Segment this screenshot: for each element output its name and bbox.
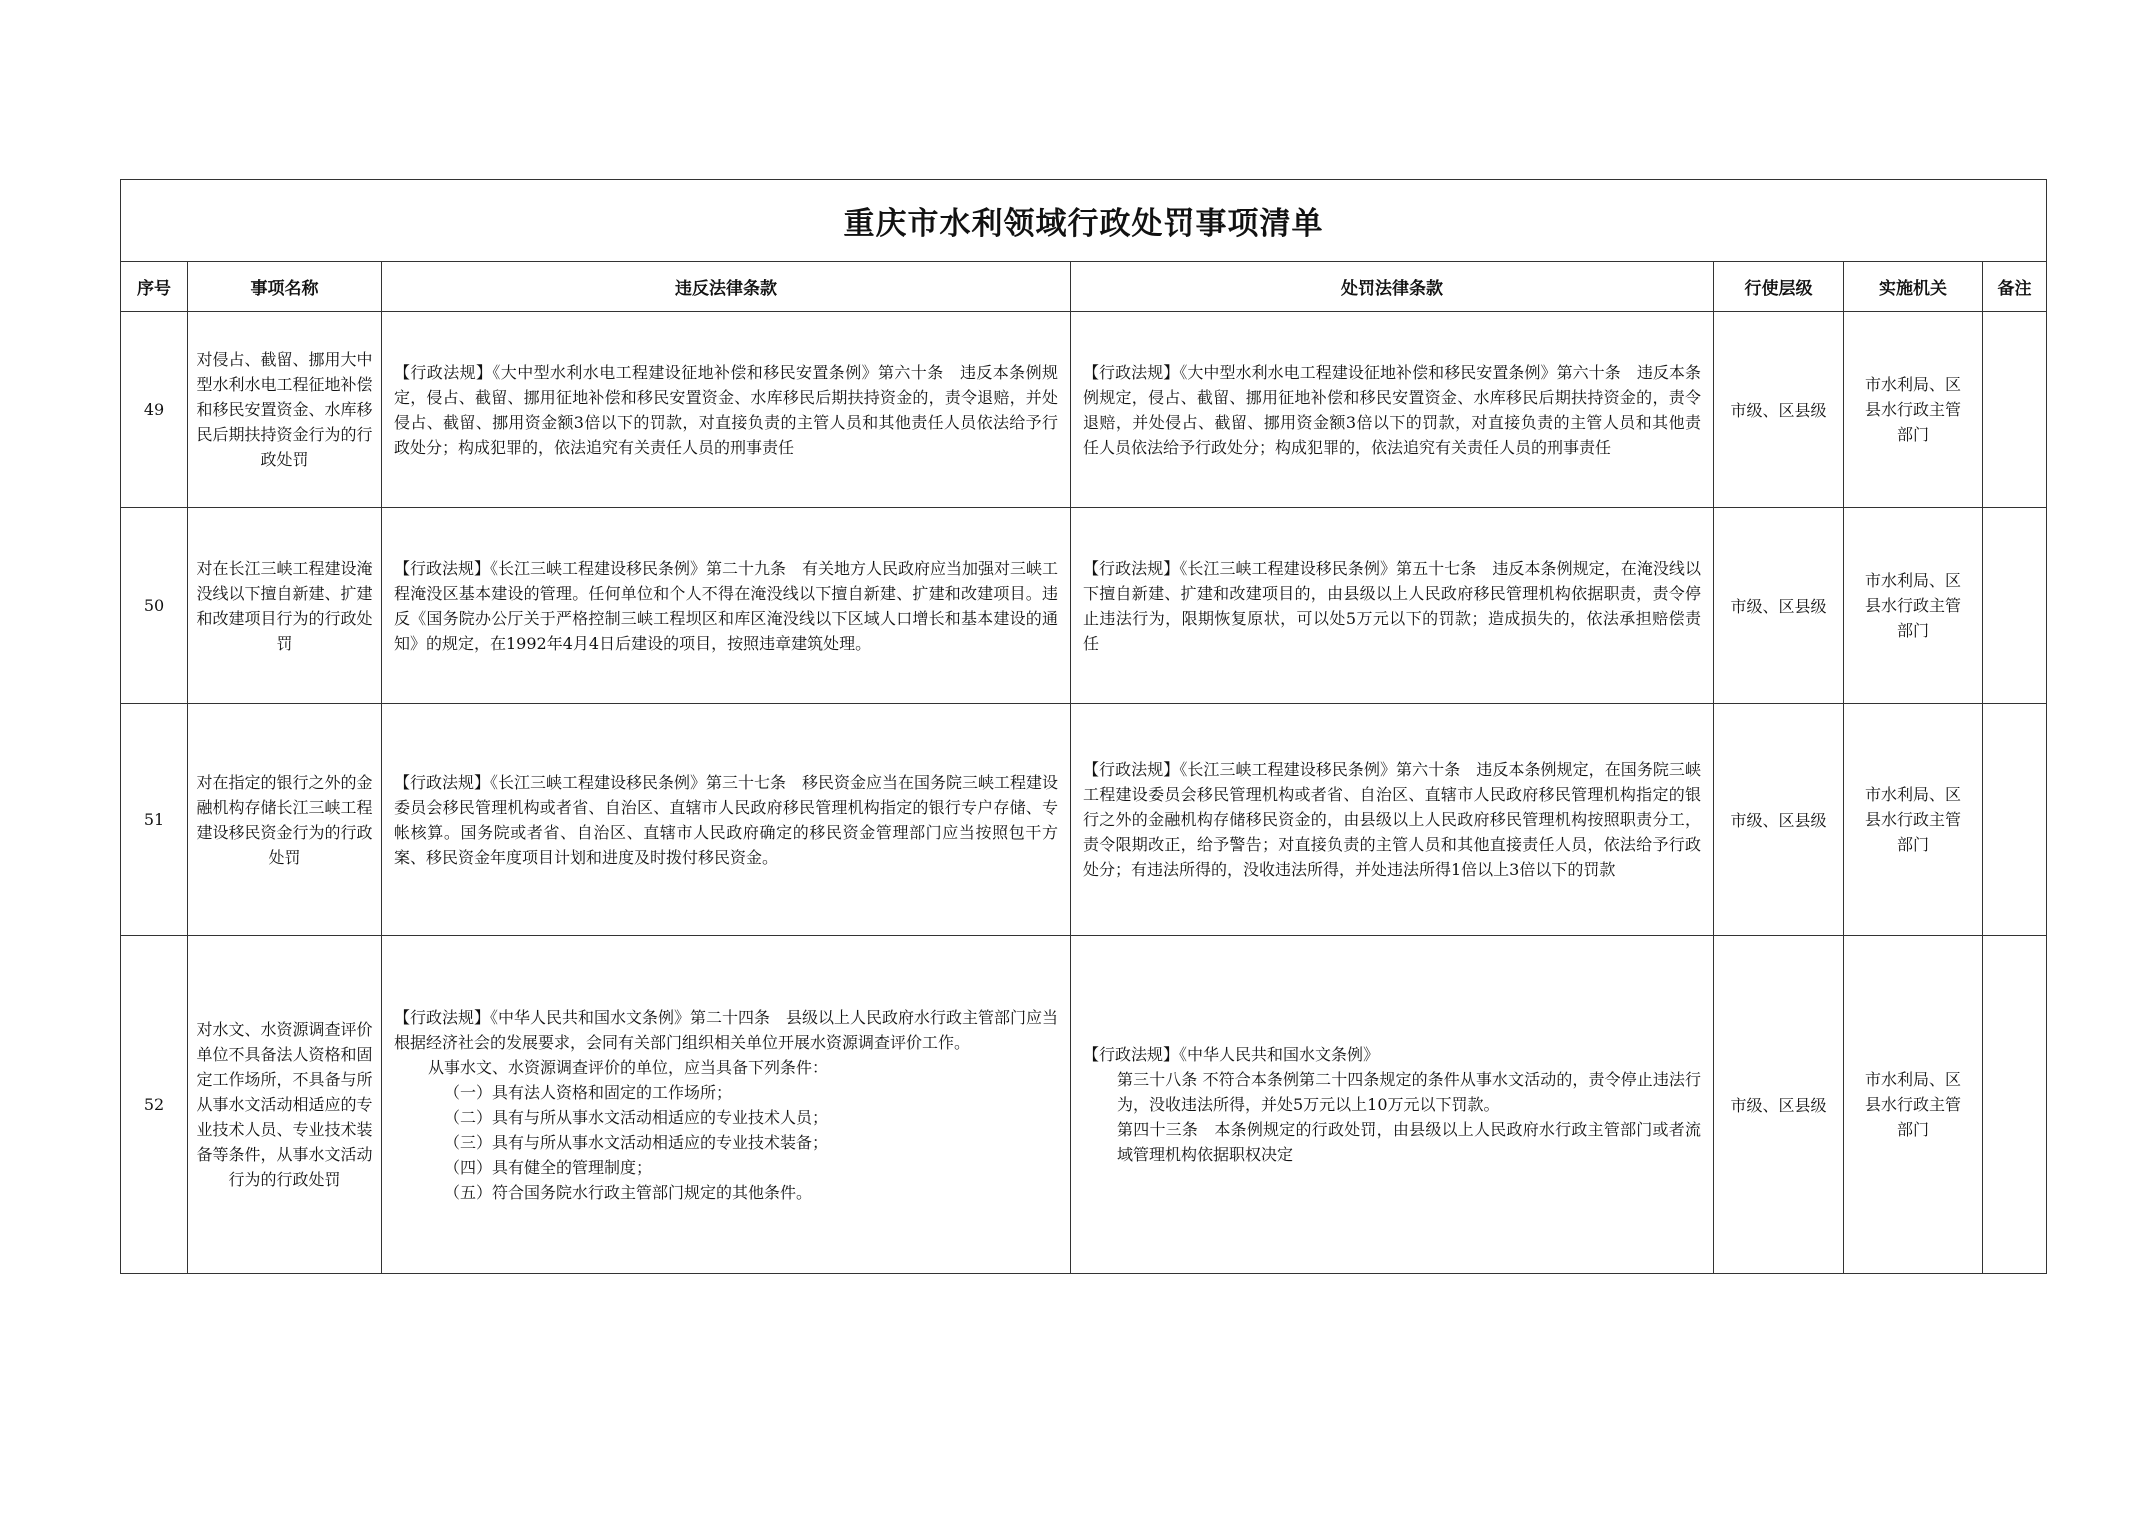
law-list-item: （五）符合国务院水行政主管部门规定的其他条件。 <box>444 1182 813 1202</box>
law-paragraph: 从事水文、水资源调查评价的单位，应当具备下列条件： <box>428 1057 829 1077</box>
header-violated-law: 违反法律条款 <box>382 262 1071 312</box>
header-item-name: 事项名称 <box>188 262 382 312</box>
row-note <box>1983 704 2047 936</box>
law-paragraph: 【行政法规】《长江三峡工程建设移民条例》第三十七条 移民资金应当在国务院三峡工程建设委员会移民管理机构或者省、自治区、直辖市人民政府移民管理机构指定的银行专户存储、专帐核算。国务院或者省、自治区、直辖市人民政府确定的移民资金管理部门应当按照包干方案、移民资金年度项目计划和进度及时拨付移民资金。 <box>394 772 1059 867</box>
title-row <box>121 180 2047 262</box>
row-penalty-law <box>1071 936 1714 1274</box>
row-violated-law <box>382 936 1071 1274</box>
row-agency: 市水利局、区县水行政主管部门 <box>1844 508 1983 704</box>
row-note <box>1983 936 2047 1274</box>
row-penalty-law <box>1071 508 1714 704</box>
penalty-list-table <box>120 179 2047 1274</box>
row-violated-law <box>382 312 1071 508</box>
row-item-name: 对在指定的银行之外的金融机构存储长江三峡工程建设移民资金行为的行政处罚 <box>188 704 382 936</box>
header-level: 行使层级 <box>1714 262 1844 312</box>
row-seq: 50 <box>121 508 188 704</box>
row-violated-law <box>382 508 1071 704</box>
table-row <box>121 312 2047 508</box>
table-row <box>121 936 2047 1274</box>
row-level: 市级、区县级 <box>1714 704 1844 936</box>
row-note <box>1983 312 2047 508</box>
law-list-item: （四）具有健全的管理制度； <box>444 1157 653 1177</box>
table-row <box>121 508 2047 704</box>
row-item-name: 对侵占、截留、挪用大中型水利水电工程征地补偿和移民安置资金、水库移民后期扶持资金行为的行政处罚 <box>188 312 382 508</box>
header-note: 备注 <box>1983 262 2047 312</box>
row-seq: 52 <box>121 936 188 1274</box>
penalty-list-sheet <box>120 179 2046 1274</box>
row-seq: 51 <box>121 704 188 936</box>
row-violated-law <box>382 704 1071 936</box>
header-row <box>121 262 2047 312</box>
law-paragraph: 【行政法规】《中华人民共和国水文条例》 <box>1083 1045 1380 1064</box>
law-paragraph: 第三十八条 不符合本条例第二十四条规定的条件从事水文活动的，责令停止违法行为，没收违法所得，并处5万元以上10万元以下罚款。 <box>1117 1070 1701 1114</box>
law-paragraph: 【行政法规】《长江三峡工程建设移民条例》第五十七条 违反本条例规定，在淹没线以下擅自新建、扩建和改建项目的，由县级以上人民政府移民管理机构依据职责，责令停止违法行为，限期恢复原状，可以处5万元以下的罚款；造成损失的，依法承担赔偿责任 <box>1083 558 1701 653</box>
law-paragraph: 【行政法规】《大中型水利水电工程建设征地补偿和移民安置条例》第六十条 违反本条例规定，侵占、截留、挪用征地补偿和移民安置资金、水库移民后期扶持资金的，责令退赔，并处侵占、截留、挪用资金额3倍以下的罚款，对直接负责的主管人员和其他责任人员依法给予行政处分；构成犯罪的，依法追究有关责任人员的刑事责任 <box>1083 362 1701 457</box>
header-seq: 序号 <box>121 262 188 312</box>
law-list-item: （二）具有与所从事水文活动相适应的专业技术人员； <box>444 1107 829 1127</box>
document-title: 重庆市水利领域行政处罚事项清单 <box>121 180 2047 262</box>
law-paragraph: 第四十三条 本条例规定的行政处罚，由县级以上人民政府水行政主管部门或者流域管理机构依据职权决定 <box>1117 1120 1701 1164</box>
row-agency: 市水利局、区县水行政主管部门 <box>1844 704 1983 936</box>
row-agency: 市水利局、区县水行政主管部门 <box>1844 936 1983 1274</box>
row-level: 市级、区县级 <box>1714 936 1844 1274</box>
law-list-item: （一）具有法人资格和固定的工作场所； <box>444 1082 733 1102</box>
row-level: 市级、区县级 <box>1714 312 1844 508</box>
header-agency: 实施机关 <box>1844 262 1983 312</box>
row-penalty-law <box>1071 704 1714 936</box>
row-item-name: 对水文、水资源调查评价单位不具备法人资格和固定工作场所，不具备与所从事水文活动相适应的专业技术人员、专业技术装备等条件，从事水文活动行为的行政处罚 <box>188 936 382 1274</box>
row-seq: 49 <box>121 312 188 508</box>
row-level: 市级、区县级 <box>1714 508 1844 704</box>
row-penalty-law <box>1071 312 1714 508</box>
header-penalty-law: 处罚法律条款 <box>1071 262 1714 312</box>
row-agency: 市水利局、区县水行政主管部门 <box>1844 312 1983 508</box>
law-paragraph: 【行政法规】《中华人民共和国水文条例》第二十四条 县级以上人民政府水行政主管部门应当根据经济社会的发展要求，会同有关部门组织相关单位开展水资源调查评价工作。 <box>394 1007 1059 1052</box>
law-paragraph: 【行政法规】《长江三峡工程建设移民条例》第六十条 违反本条例规定，在国务院三峡工程建设委员会移民管理机构或者省、自治区、直辖市人民政府移民管理机构指定的银行之外的金融机构存储移民资金的，由县级以上人民政府移民管理机构按照职责分工，责令限期改正，给予警告；对直接负责的主管人员和其他直接责任人员，依法给予行政处分；有违法所得的，没收违法所得，并处违法所得1倍以上3倍以下的罚款 <box>1083 760 1701 879</box>
row-note <box>1983 508 2047 704</box>
law-list-item: （三）具有与所从事水文活动相适应的专业技术装备； <box>444 1132 829 1152</box>
row-item-name: 对在长江三峡工程建设淹没线以下擅自新建、扩建和改建项目行为的行政处罚 <box>188 508 382 704</box>
law-paragraph: 【行政法规】《长江三峡工程建设移民条例》第二十九条 有关地方人民政府应当加强对三峡工程淹没区基本建设的管理。任何单位和个人不得在淹没线以下擅自新建、扩建和改建项目。违反《国务院办公厅关于严格控制三峡工程坝区和库区淹没线以下区域人口增长和基本建设的通知》的规定，在1992年4月4日后建设的项目，按照违章建筑处理。 <box>394 558 1059 653</box>
law-paragraph: 【行政法规】《大中型水利水电工程建设征地补偿和移民安置条例》第六十条 违反本条例规定，侵占、截留、挪用征地补偿和移民安置资金、水库移民后期扶持资金的，责令退赔，并处侵占、截留、挪用资金额3倍以下的罚款，对直接负责的主管人员和其他责任人员依法给予行政处分；构成犯罪的，依法追究有关责任人员的刑事责任 <box>394 362 1058 457</box>
table-row <box>121 704 2047 936</box>
